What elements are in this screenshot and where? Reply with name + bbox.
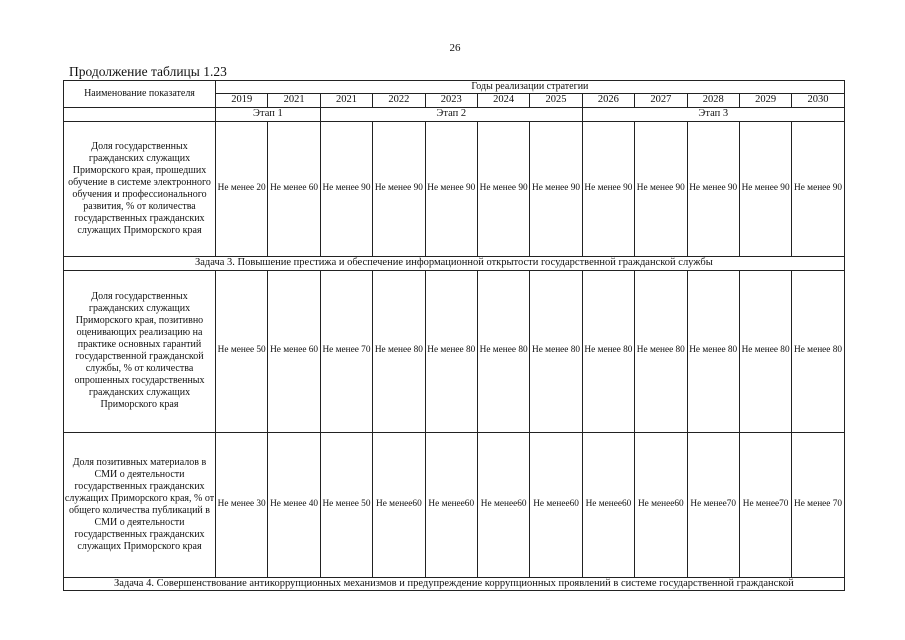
indicator-value: Не менее 80 [687,270,739,432]
indicator-value: Не менее60 [582,432,634,577]
indicator-value: Не менее 50 [320,432,372,577]
indicator-value: Не менее 80 [530,270,582,432]
indicator-value: Не менее 20 [216,121,268,256]
indicator-row [64,270,845,432]
indicator-value: Не менее 90 [320,121,372,256]
indicator-value: Не менее 90 [687,121,739,256]
year-header: 2021 [268,94,320,108]
indicator-value: Не менее 80 [582,270,634,432]
year-header: 2024 [477,94,529,108]
year-header: 2029 [739,94,791,108]
table-body [64,107,845,591]
indicator-row [64,121,845,256]
indicator-value: Не менее 50 [216,270,268,432]
indicators-table [63,80,845,591]
year-header: 2023 [425,94,477,108]
indicator-value: Не менее 80 [792,270,844,432]
indicator-value: Не менее60 [635,432,687,577]
indicator-value: Не менее60 [425,432,477,577]
indicator-value: Не менее 80 [425,270,477,432]
year-header: 2022 [373,94,425,108]
indicator-value: Не менее 90 [477,121,529,256]
task-title: Задача 3. Повышение престижа и обеспечение информационной открытости государственной гражданской службы [64,256,845,270]
stage-header: Этап 1 [216,107,321,121]
stage-spacer [64,107,216,121]
indicator-value: Не менее 90 [635,121,687,256]
stage-header: Этап 2 [320,107,582,121]
year-header: 2019 [216,94,268,108]
indicator-name: Доля позитивных материалов в СМИ о деятельности государственных гражданских служащих Приморского края, % от общего количества публикаций в СМИ о деятельности государственных гражданских служащих Приморского края [64,432,216,577]
indicator-value: Не менее 80 [739,270,791,432]
year-header: 2030 [792,94,844,108]
indicator-value: Не менее 90 [425,121,477,256]
indicator-value: Не менее70 [687,432,739,577]
task-row [64,256,845,270]
indicator-row [64,432,845,577]
indicator-value: Не менее 60 [268,121,320,256]
stage-header: Этап 3 [582,107,844,121]
header-strategy-years: Годы реализации стратегии [216,81,845,94]
year-header: 2025 [530,94,582,108]
table-caption: Продолжение таблицы 1.23 [69,64,227,79]
indicator-value: Не менее 80 [477,270,529,432]
indicator-value: Не менее 90 [739,121,791,256]
header-indicator-name: Наименование показателя [64,81,216,108]
indicator-value: Не менее 90 [530,121,582,256]
indicator-value: Не менее70 [739,432,791,577]
indicator-name: Доля государственных гражданских служащих Приморского края, прошедших обучение в системе электронного обучения и профессионального развития, % от количества государственных гражданских служащих Приморского края [64,121,216,256]
year-header: 2021 [320,94,372,108]
indicator-value: Не менее 90 [373,121,425,256]
indicator-value: Не менее 60 [268,270,320,432]
indicator-value: Не менее60 [530,432,582,577]
indicator-value: Не менее 70 [320,270,372,432]
indicator-value: Не менее 70 [792,432,844,577]
task-row [64,577,845,591]
stages-row [64,107,845,121]
indicator-value: Не менее 30 [216,432,268,577]
indicator-value: Не менее 90 [792,121,844,256]
indicator-value: Не менее 80 [635,270,687,432]
indicator-value: Не менее60 [373,432,425,577]
task-title: Задача 4. Совершенствование антикоррупционных механизмов и предупреждение коррупционных проявлений в системе государственной гражданской [64,577,845,591]
indicator-value: Не менее 80 [373,270,425,432]
indicator-value: Не менее60 [477,432,529,577]
year-header: 2028 [687,94,739,108]
indicator-value: Не менее 90 [582,121,634,256]
year-header: 2027 [635,94,687,108]
page-number: 26 [449,42,461,54]
indicator-name: Доля государственных гражданских служащих Приморского края, позитивно оценивающих реализацию на практике основных гарантий государственной гражданской службы, % от количества опрошенных государственных гражданских служащих Приморского края [64,270,216,432]
year-header: 2026 [582,94,634,108]
indicator-value: Не менее 40 [268,432,320,577]
